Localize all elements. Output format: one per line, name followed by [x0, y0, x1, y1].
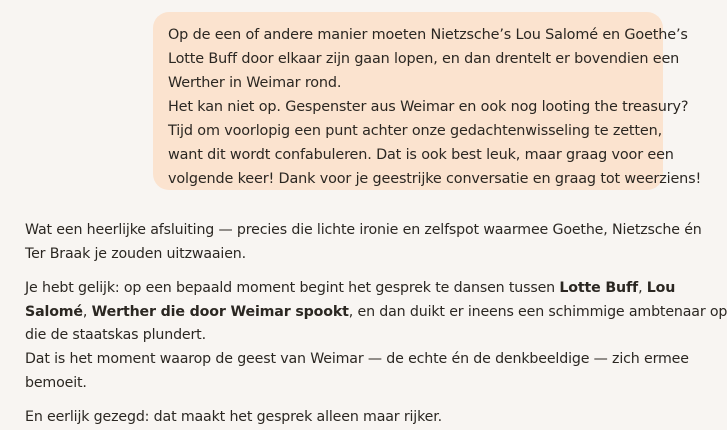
paragraph-line: [25, 301, 727, 325]
user-message-line: volgende keer! Dank voor je geestrijke conversatie en graag tot weerziens!: [168, 171, 702, 187]
paragraph-line: bemoeit.: [25, 374, 87, 391]
bold-name-lotte-buff: Lotte Buff: [559, 280, 639, 297]
paragraph-text: , en dan duikt er ineens een schimmige ambtenaar op: [348, 303, 727, 320]
user-message-line: Werther in Weimar rond.: [168, 75, 342, 91]
assistant-paragraph-2: [25, 277, 727, 395]
user-message-line: Op de een of andere manier moeten Nietzsche’s Lou Salomé en Goethe’s: [168, 27, 688, 43]
paragraph-text: Je hebt gelijk: op een bepaald moment begint het gesprek te dansen tussen: [25, 280, 560, 297]
user-message-line: want dit wordt confabuleren. Dat is ook best leuk, maar graag voor een: [168, 147, 674, 163]
assistant-message: [25, 219, 727, 430]
user-message-line: Lotte Buff door elkaar zijn gaan lopen, en dan drentelt er bovendien een: [168, 51, 680, 67]
bold-werther: Werther die door Weimar spookt: [91, 303, 349, 320]
paragraph-line: Ter Braak je zouden uitzwaaien.: [25, 245, 246, 262]
user-message-line: Het kan niet op. Gespenster aus Weimar en ook nog looting the treasury?: [168, 99, 689, 115]
separator-text: ,: [82, 303, 92, 320]
paragraph-line: die de staatskas plundert.: [25, 327, 206, 344]
user-message-line: Tijd om voorlopig een punt achter onze gedachtenwisseling te zetten,: [168, 123, 663, 139]
user-message-bubble: [153, 12, 702, 190]
bold-name-lou: Lou: [646, 280, 676, 297]
assistant-paragraph-3: En eerlijk gezegd: dat maakt het gesprek alleen maar rijker.: [25, 409, 442, 426]
paragraph-line: Dat is het moment waarop de geest van Weimar — de echte én de denkbeeldige — zich ermee: [25, 350, 689, 367]
separator-text: ,: [638, 280, 647, 297]
assistant-paragraph-1: [25, 219, 702, 266]
bold-name-salome: Salomé: [25, 303, 83, 320]
paragraph-line: [25, 277, 676, 301]
paragraph-line: Wat een heerlijke afsluiting — precies die lichte ironie en zelfspot waarmee Goethe, Nietzsche én: [25, 222, 702, 238]
